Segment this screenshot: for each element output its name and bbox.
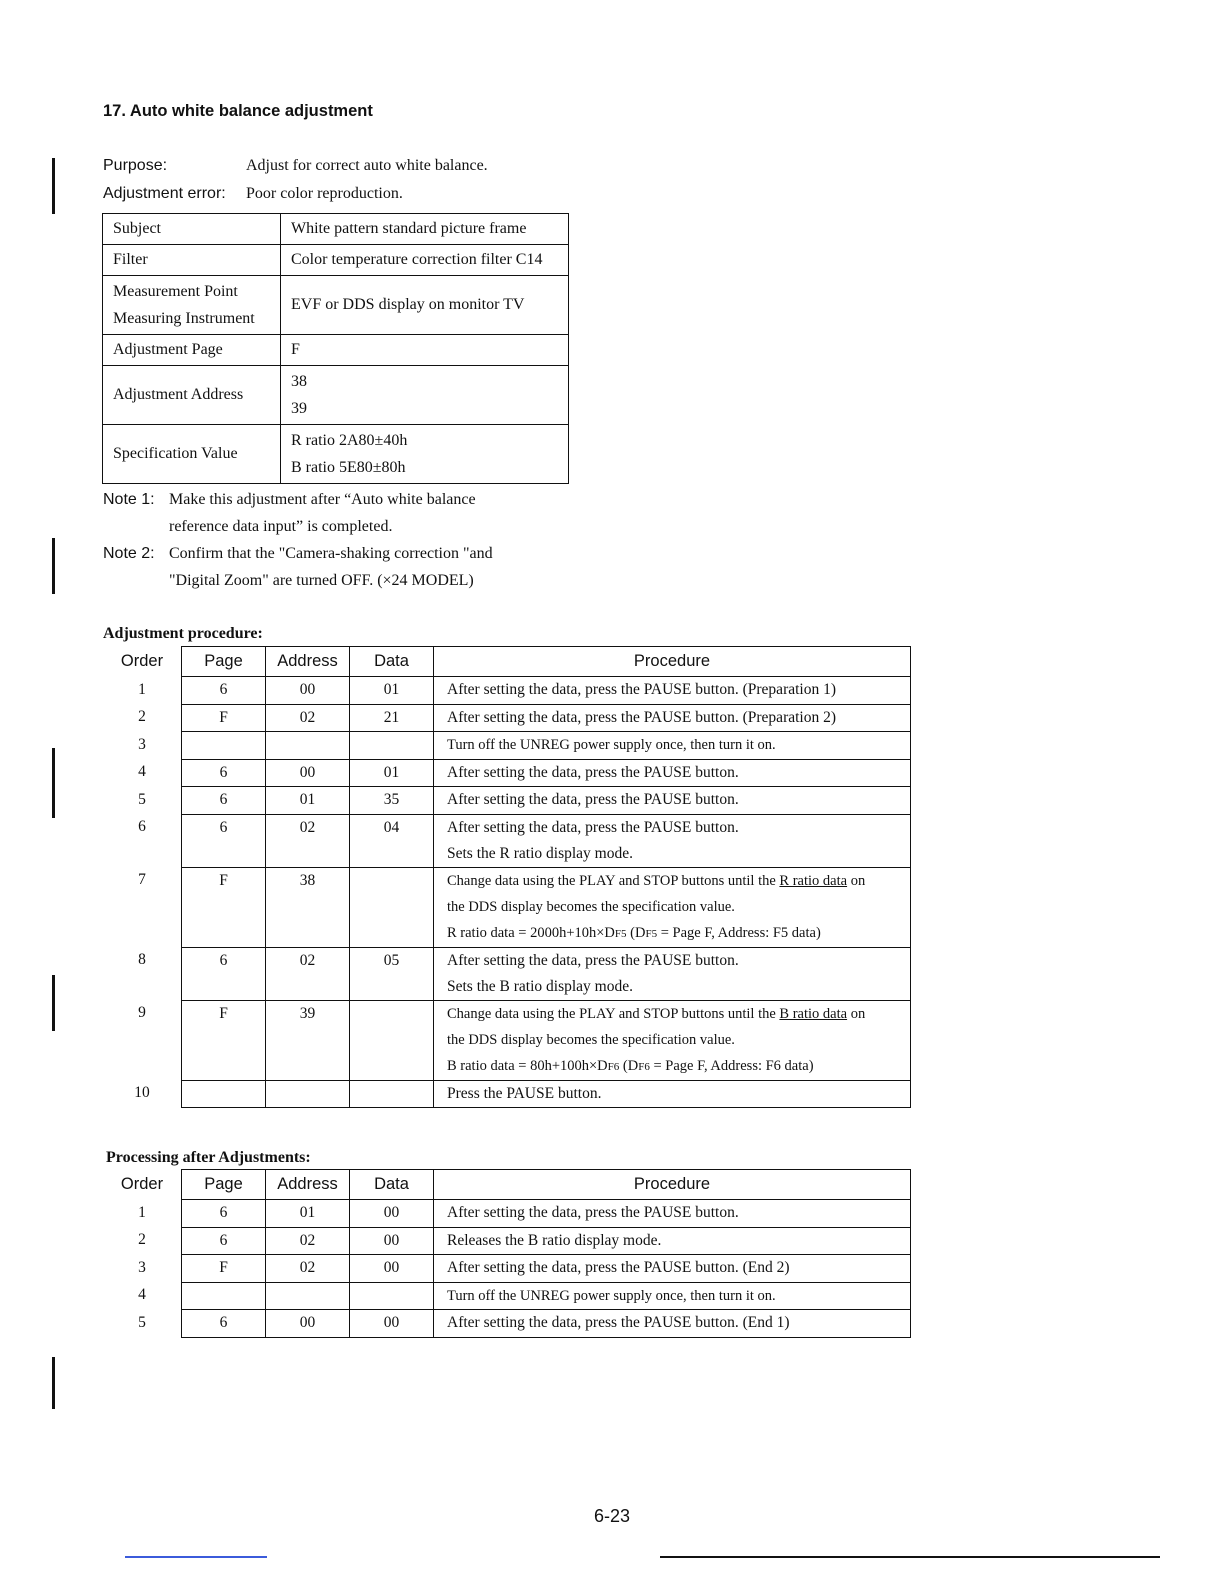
- row-address: 39: [266, 1000, 350, 1080]
- table-row: [103, 732, 911, 760]
- formula-text: = Page F, Address: F5 data): [657, 924, 821, 941]
- r-ratio-data-term: R ratio data: [779, 872, 848, 889]
- procedure-text: on: [847, 1005, 866, 1022]
- table-row: [103, 1255, 911, 1283]
- formula-text: = Page F, Address: F6 data): [649, 1057, 814, 1074]
- row-address: [266, 1282, 350, 1310]
- notes: [103, 486, 493, 594]
- row-page: 6: [182, 759, 266, 787]
- adjustment-error-text: Poor color reproduction.: [246, 185, 403, 202]
- formula-text: R ratio data = 2000h+10h×D: [447, 924, 615, 941]
- row-data: [350, 1282, 434, 1310]
- row-procedure: Turn off the UNREG power supply once, then turn it on.: [434, 732, 911, 760]
- header-procedure: Procedure: [434, 647, 911, 677]
- row-order: 8: [138, 951, 146, 968]
- row-data: 00: [350, 1310, 434, 1338]
- row-procedure: Releases the B ratio display mode.: [434, 1227, 911, 1255]
- note-2: [103, 540, 493, 594]
- table-header: [103, 1170, 911, 1200]
- row-address: 01: [266, 1200, 350, 1228]
- table-header: [103, 647, 911, 677]
- row-data: 21: [350, 704, 434, 732]
- section-title: 17. Auto white balance adjustment: [103, 102, 373, 120]
- row-page: 6: [182, 1200, 266, 1228]
- row-procedure: [434, 814, 911, 867]
- spec-label: [103, 276, 281, 335]
- row-data: 00: [350, 1227, 434, 1255]
- row-address: [266, 1080, 350, 1108]
- spec-label: Filter: [103, 245, 281, 276]
- processing-after-title: Processing after Adjustments:: [106, 1149, 311, 1166]
- spec-row-address: [103, 366, 569, 425]
- table-row: [103, 947, 911, 1000]
- row-order: 9: [138, 1004, 146, 1021]
- row-page: F: [182, 1255, 266, 1283]
- row-address: 02: [266, 947, 350, 1000]
- note-text: Make this adjustment after “Auto white balance: [169, 491, 476, 508]
- formula-text: B ratio data = 80h+100h×D: [447, 1057, 608, 1074]
- row-procedure: [434, 867, 911, 947]
- procedure-line: After setting the data, press the PAUSE button.: [447, 951, 739, 969]
- row-procedure: After setting the data, press the PAUSE button.: [434, 1200, 911, 1228]
- row-data: 35: [350, 787, 434, 815]
- row-procedure: Press the PAUSE button.: [434, 1080, 911, 1108]
- row-page: 6: [182, 814, 266, 867]
- row-procedure: [434, 1000, 911, 1080]
- table-row: [103, 787, 911, 815]
- row-order: 4: [138, 1286, 146, 1303]
- spec-value: [281, 425, 569, 484]
- procedure-formula: [447, 920, 910, 947]
- row-order: 2: [138, 1231, 146, 1248]
- spec-value-b: B ratio 5E80±80h: [291, 459, 406, 476]
- note-text: Confirm that the "Camera-shaking correction "and: [169, 545, 493, 562]
- formula-subscript: F5: [614, 927, 627, 940]
- processing-after-table: [103, 1169, 911, 1338]
- purpose-label: Purpose:: [103, 157, 168, 174]
- row-order: 2: [138, 708, 146, 725]
- row-data: 01: [350, 677, 434, 705]
- row-page: [182, 1080, 266, 1108]
- row-order: 6: [138, 818, 146, 835]
- row-address: 02: [266, 1255, 350, 1283]
- adjustment-error-label: Adjustment error:: [103, 185, 226, 202]
- row-procedure: After setting the data, press the PAUSE button. (End 2): [434, 1255, 911, 1283]
- adjustment-error-row: [103, 185, 403, 203]
- header-procedure: Procedure: [434, 1170, 911, 1200]
- row-order: 4: [138, 763, 146, 780]
- row-procedure: [434, 947, 911, 1000]
- note-label: Note 1:: [103, 491, 155, 508]
- row-address: 01: [266, 787, 350, 815]
- procedure-text: on: [847, 872, 866, 889]
- spec-value: F: [281, 335, 569, 366]
- spec-row-page: [103, 335, 569, 366]
- row-order: 1: [138, 1203, 146, 1221]
- table-row: [103, 1200, 911, 1228]
- note-1: [103, 486, 493, 540]
- row-page: [182, 732, 266, 760]
- header-order: Order: [120, 1175, 164, 1193]
- procedure-text: Change data using the PLAY and STOP buttons until the: [447, 872, 780, 889]
- row-procedure: After setting the data, press the PAUSE button. (Preparation 2): [434, 704, 911, 732]
- scan-mark: [52, 748, 55, 818]
- header-page: Page: [182, 1170, 266, 1200]
- measuring-instrument-label: Measuring Instrument: [113, 310, 255, 327]
- spec-value: EVF or DDS display on monitor TV: [281, 276, 569, 335]
- procedure-line: Sets the R ratio display mode.: [447, 844, 633, 862]
- scan-mark: [52, 1357, 55, 1409]
- page-number: 6-23: [593, 1506, 631, 1526]
- adjustment-procedure-title: Adjustment procedure:: [103, 625, 263, 642]
- header-data: Data: [350, 1170, 434, 1200]
- table-row: [103, 867, 911, 947]
- procedure-line: Sets the B ratio display mode.: [447, 977, 633, 995]
- spec-row-measurement: [103, 276, 569, 335]
- spec-label: Subject: [103, 214, 281, 245]
- table-row: [103, 1227, 911, 1255]
- row-order: 5: [138, 1313, 146, 1331]
- address-value-2: 39: [291, 400, 307, 417]
- row-data: [350, 1000, 434, 1080]
- table-row: [103, 704, 911, 732]
- formula-subscript: F5: [645, 927, 658, 940]
- header-order: Order: [120, 652, 164, 670]
- row-address: [266, 732, 350, 760]
- row-address: 00: [266, 1310, 350, 1338]
- row-address: 38: [266, 867, 350, 947]
- row-order: 3: [138, 735, 146, 753]
- b-ratio-data-term: B ratio data: [779, 1005, 848, 1022]
- row-order: 1: [138, 680, 146, 698]
- row-page: [182, 1282, 266, 1310]
- spec-value: White pattern standard picture frame: [281, 214, 569, 245]
- spec-row-subject: [103, 214, 569, 245]
- row-procedure: Turn off the UNREG power supply once, then turn it on.: [434, 1282, 911, 1310]
- row-data: 00: [350, 1255, 434, 1283]
- row-page: 6: [182, 1227, 266, 1255]
- table-row: [103, 1310, 911, 1338]
- formula-subscript: F6: [638, 1060, 650, 1073]
- row-page: 6: [182, 787, 266, 815]
- row-page: 6: [182, 1310, 266, 1338]
- row-order: 5: [138, 790, 146, 808]
- row-data: 00: [350, 1200, 434, 1228]
- procedure-line: the DDS display becomes the specification value.: [447, 1031, 735, 1048]
- spec-value-r: R ratio 2A80±40h: [291, 432, 408, 449]
- formula-text: (D: [619, 1057, 639, 1074]
- procedure-formula: [447, 1053, 910, 1080]
- procedure-line: the DDS display becomes the specification value.: [447, 898, 735, 915]
- header-page: Page: [182, 647, 266, 677]
- row-order: 7: [138, 871, 146, 888]
- row-page: 6: [182, 947, 266, 1000]
- spec-table: [102, 213, 569, 484]
- header-data: Data: [350, 647, 434, 677]
- spec-label: Specification Value: [103, 425, 281, 484]
- spec-label: Adjustment Address: [103, 366, 281, 425]
- row-address: 02: [266, 814, 350, 867]
- measurement-point-label: Measurement Point: [113, 283, 238, 300]
- purpose-row: [103, 157, 488, 175]
- note-text: "Digital Zoom" are turned OFF. (×24 MODEL): [169, 572, 474, 589]
- note-label: Note 2:: [103, 545, 155, 562]
- row-data: 01: [350, 759, 434, 787]
- row-address: 00: [266, 759, 350, 787]
- row-data: [350, 867, 434, 947]
- note-text: reference data input” is completed.: [169, 518, 393, 535]
- spec-row-filter: [103, 245, 569, 276]
- table-row: [103, 1080, 911, 1108]
- address-value-1: 38: [291, 373, 307, 390]
- table-row: [103, 759, 911, 787]
- row-data: 04: [350, 814, 434, 867]
- adjustment-procedure-table: [103, 646, 911, 1108]
- spec-value: Color temperature correction filter C14: [281, 245, 569, 276]
- formula-subscript: F6: [607, 1060, 620, 1073]
- purpose-text: Adjust for correct auto white balance.: [246, 157, 488, 174]
- spec-row-specification: [103, 425, 569, 484]
- row-procedure: After setting the data, press the PAUSE button. (End 1): [434, 1310, 911, 1338]
- row-page: 6: [182, 677, 266, 705]
- row-address: 02: [266, 704, 350, 732]
- row-procedure: After setting the data, press the PAUSE button. (Preparation 1): [434, 677, 911, 705]
- table-row: [103, 1282, 911, 1310]
- row-order: 10: [134, 1084, 150, 1101]
- procedure-line: [447, 868, 910, 894]
- row-page: F: [182, 867, 266, 947]
- scan-mark: [52, 538, 55, 594]
- procedure-line: After setting the data, press the PAUSE button.: [447, 818, 739, 836]
- table-row: [103, 1000, 911, 1080]
- row-page: F: [182, 1000, 266, 1080]
- header-address: Address: [266, 1170, 350, 1200]
- header-address: Address: [266, 647, 350, 677]
- row-address: 00: [266, 677, 350, 705]
- row-address: 02: [266, 1227, 350, 1255]
- footer-rule-left: [125, 1556, 267, 1558]
- spec-value: [281, 366, 569, 425]
- row-data: [350, 1080, 434, 1108]
- row-data: [350, 732, 434, 760]
- row-data: 05: [350, 947, 434, 1000]
- procedure-text: Change data using the PLAY and STOP buttons until the: [447, 1005, 780, 1022]
- row-order: 3: [138, 1258, 146, 1276]
- table-row: [103, 814, 911, 867]
- scan-mark: [52, 158, 55, 214]
- row-page: F: [182, 704, 266, 732]
- spec-label: Adjustment Page: [103, 335, 281, 366]
- formula-text: (D: [626, 924, 646, 941]
- row-procedure: After setting the data, press the PAUSE button.: [434, 787, 911, 815]
- footer-rule-right: [660, 1556, 1160, 1558]
- row-procedure: After setting the data, press the PAUSE button.: [434, 759, 911, 787]
- procedure-line: [447, 1001, 910, 1027]
- scan-mark: [52, 975, 55, 1031]
- table-row: [103, 677, 911, 705]
